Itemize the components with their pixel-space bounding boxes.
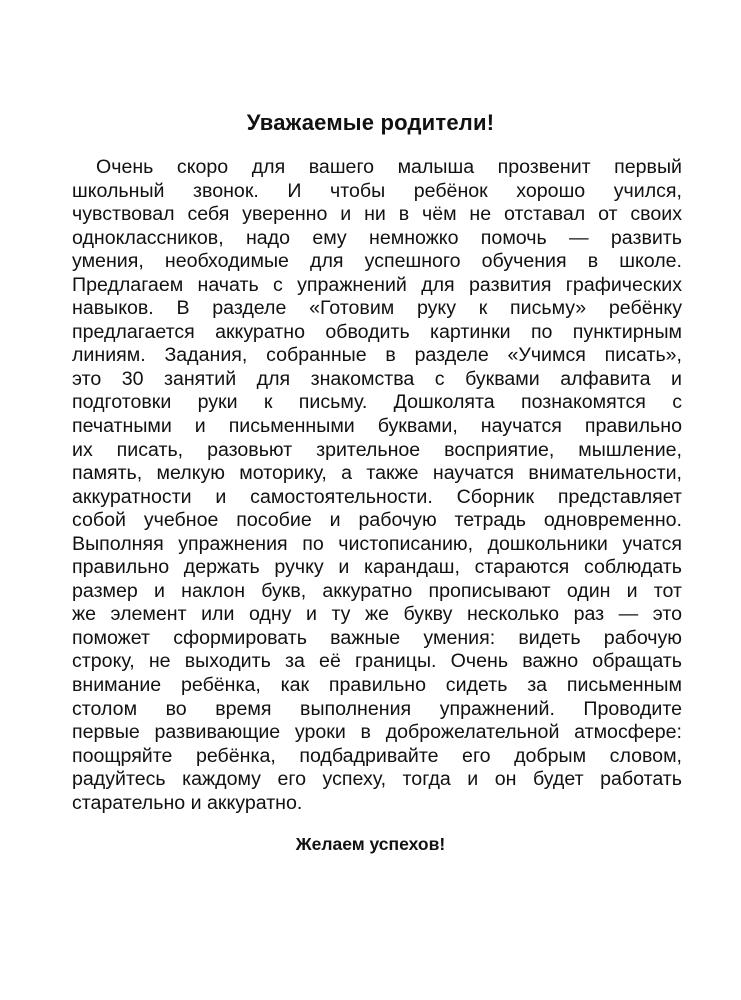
paragraph-line: их писать, разовьют зрительное восприятие, мышление, (72, 438, 682, 461)
paragraph-line: внимание ребёнка, как правильно сидеть за письменным (72, 674, 682, 697)
closing-wish: Желаем успехов! (295, 834, 446, 854)
paragraph-line: правильно держать ручку и карандаш, стараются соблюдать (72, 556, 682, 579)
paragraph-line: собой учебное пособие и рабочую тетрадь одновременно. (72, 509, 682, 532)
paragraph-line: радуйтесь каждому его успеху, тогда и он будет работать (72, 768, 682, 791)
paragraph-line: предлагается аккуратно обводить картинки по пунктирным (72, 320, 682, 343)
paragraph-line: поощряйте ребёнка, подбадривайте его добрым словом, (72, 744, 682, 767)
paragraph-line: это 30 занятий для знакомства с буквами алфавита и (72, 367, 682, 390)
paragraph-line: Очень скоро для вашего малыша прозвенит первый (96, 156, 682, 178)
paragraph-line: первые развивающие уроки в доброжелательной атмосфере: (72, 721, 682, 744)
paragraph-line: линиям. Задания, собранные в разделе «Учимся писать», (72, 344, 682, 367)
page-heading: Уважаемые родители! (246, 110, 495, 135)
paragraph-line: одноклассников, надо ему немножко помочь — развить (72, 226, 682, 249)
paragraph-line: школьный звонок. И чтобы ребёнок хорошо учился, (72, 179, 682, 202)
paragraph-line: размер и наклон букв, аккуратно прописывают один и тот (72, 579, 682, 602)
paragraph-line: Предлагаем начать с упражнений для развития графических (72, 273, 682, 296)
paragraph-line: аккуратности и самостоятельности. Сборник представляет (72, 485, 682, 508)
paragraph-line: Выполняя упражнения по чистописанию, дошкольники учатся (72, 532, 682, 555)
paragraph-line: память, мелкую моторику, а также научатся внимательности, (72, 462, 682, 485)
body-paragraph (72, 156, 682, 815)
paragraph-line: столом во время выполнения упражнений. Проводите (72, 697, 682, 720)
paragraph-line: чувствовал себя уверенно и ни в чём не отставал от своих (72, 203, 682, 226)
paragraph-line: навыков. В разделе «Готовим руку к письму» ребёнку (72, 297, 682, 320)
paragraph-line: печатными и письменными буквами, научатся правильно (72, 415, 682, 438)
paragraph-line: же элемент или одну и ту же букву несколько раз — это (72, 603, 682, 626)
paragraph-line: строку, не выходить за её границы. Очень важно обращать (72, 650, 682, 673)
paragraph-line: поможет сформировать важные умения: видеть рабочую (72, 626, 682, 649)
paragraph-line: старательно и аккуратно. (72, 791, 303, 814)
paragraph-line: подготовки руки к письму. Дошколята познакомятся с (72, 391, 682, 414)
paragraph-line: умения, необходимые для успешного обучения в школе. (72, 250, 682, 273)
